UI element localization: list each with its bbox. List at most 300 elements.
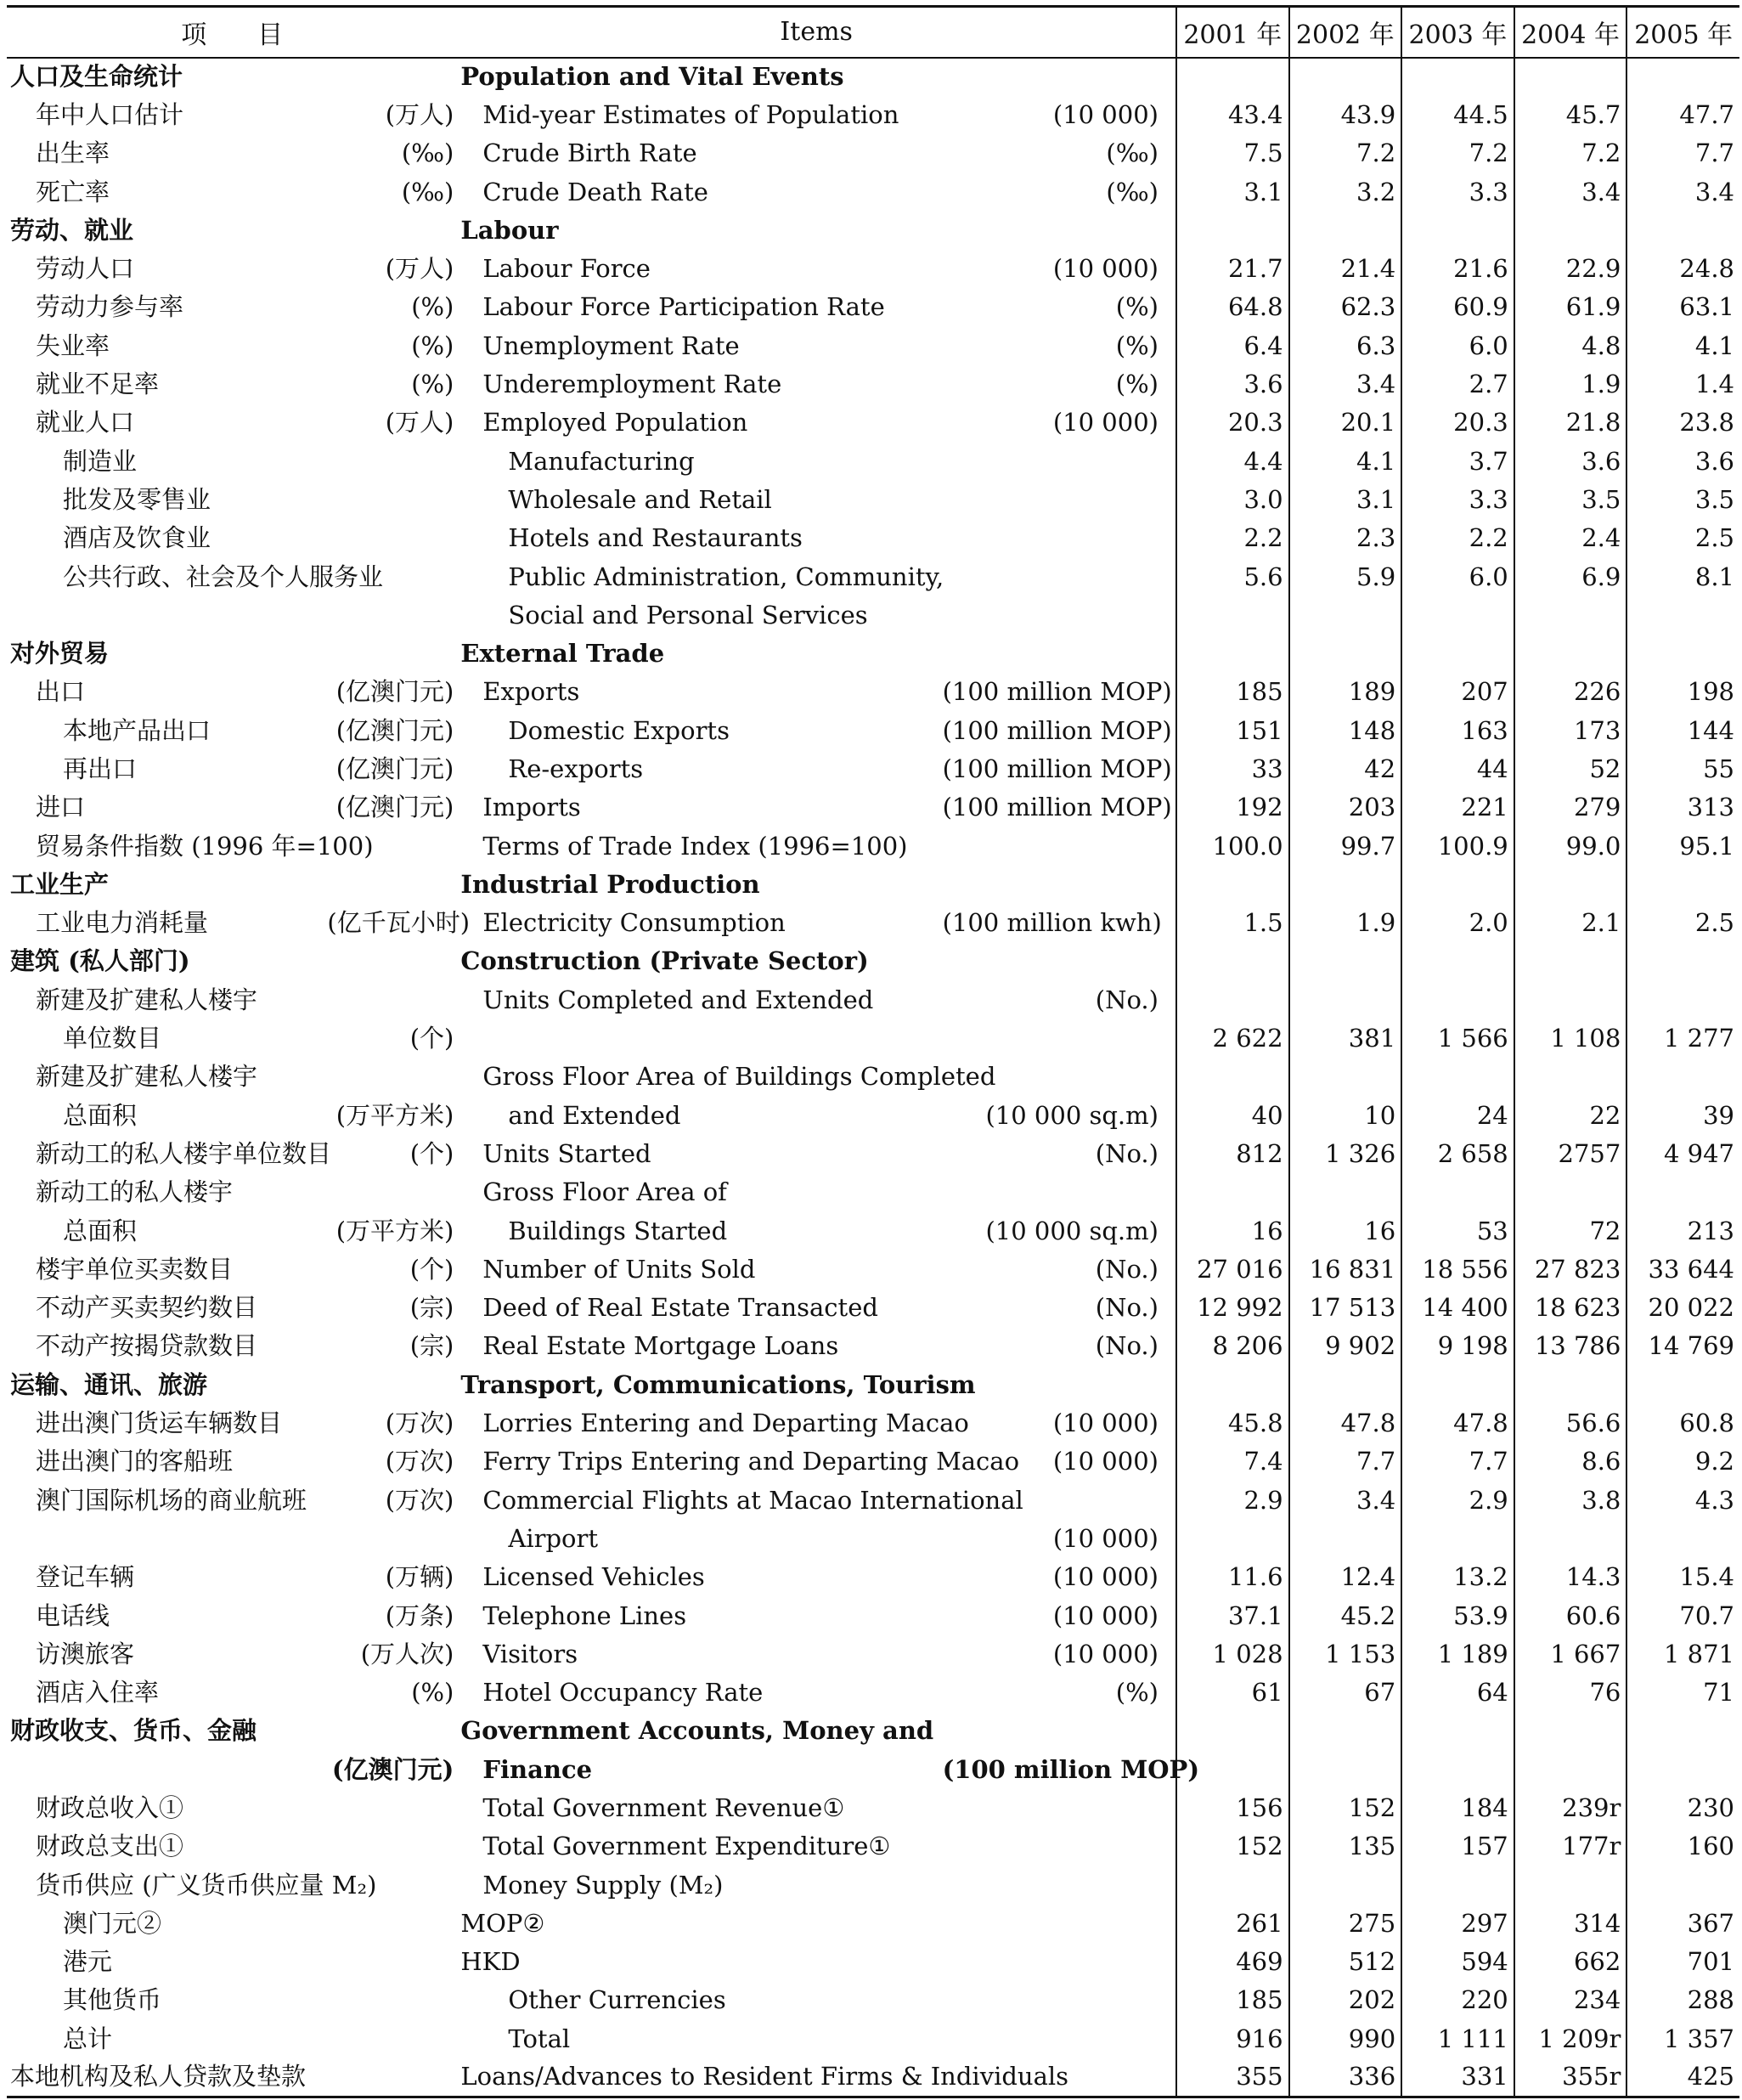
value-cell: 355r — [1514, 2058, 1627, 2097]
item-cn: 总面积 — [63, 1100, 138, 1130]
value-cell — [1401, 1866, 1514, 1904]
table-row — [7, 1635, 1739, 1674]
value-cell: 23.8 — [1626, 404, 1739, 442]
item-cn: 新建及扩建私人楼宇 — [36, 1062, 258, 1092]
item-cn: 本地产品出口 — [63, 715, 211, 745]
table-row — [7, 96, 1739, 134]
value-cell — [1289, 1751, 1402, 1789]
item-en: Industrial Production — [460, 869, 760, 899]
value-cell: 13 786 — [1514, 1327, 1627, 1365]
unit-cn — [327, 1981, 457, 2019]
value-cell — [1514, 866, 1627, 904]
value-cell: 1 209r — [1514, 2020, 1627, 2058]
header-cn-items: 项 目 — [7, 7, 457, 58]
value-cell: 3.4 — [1289, 1481, 1402, 1519]
value-cell: 52 — [1514, 750, 1627, 788]
table-row — [7, 1481, 1739, 1519]
item-en: Hotels and Restaurants — [508, 523, 803, 553]
item-en: Wholesale and Retail — [508, 484, 772, 514]
table-row — [7, 596, 1739, 635]
value-cell: 67 — [1289, 1674, 1402, 1712]
item-en: Loans/Advances to Resident Firms & Individuals — [457, 2058, 942, 2097]
value-cell: 261 — [1176, 1905, 1289, 1943]
value-cell: 367 — [1626, 1905, 1739, 1943]
value-cell: 27 823 — [1514, 1250, 1627, 1289]
unit-cn: (万平方米) — [335, 1100, 454, 1130]
unit-cn: (万平方米) — [335, 1216, 454, 1245]
unit-en: (10 000) — [1052, 1447, 1159, 1476]
value-cell — [1514, 1866, 1627, 1904]
header-en-items: Items — [457, 7, 1176, 58]
value-cell: 425 — [1626, 2058, 1739, 2097]
value-cell — [1626, 981, 1739, 1019]
header-year: 2001 年 — [1176, 7, 1289, 58]
unit-en: (100 million MOP) — [942, 677, 1172, 707]
table-row — [7, 1404, 1739, 1442]
unit-cn: (亿澳门元) — [331, 1754, 454, 1784]
item-cn: 批发及零售业 — [63, 484, 211, 514]
value-cell: 18 623 — [1514, 1289, 1627, 1327]
table-row — [7, 1866, 1739, 1904]
table-row — [7, 1905, 1739, 1943]
item-en: Underemployment Rate — [482, 370, 782, 399]
value-cell: 1 357 — [1626, 2020, 1739, 2058]
value-cell — [1401, 212, 1514, 250]
value-cell: 27 016 — [1176, 1250, 1289, 1289]
item-en: Social and Personal Services — [508, 600, 868, 629]
value-cell — [1514, 58, 1627, 96]
item-cn: 访澳旅客 — [36, 1639, 135, 1668]
value-cell: 275 — [1289, 1905, 1402, 1943]
value-cell: 95.1 — [1626, 827, 1739, 865]
value-cell: 3.5 — [1514, 481, 1627, 519]
unit-cn: (‰) — [401, 138, 454, 168]
value-cell — [1401, 1712, 1514, 1750]
value-cell: 144 — [1626, 712, 1739, 750]
value-cell — [1514, 981, 1627, 1019]
item-cn: 不动产买卖契约数目 — [36, 1293, 258, 1323]
value-cell: 4 947 — [1626, 1135, 1739, 1173]
item-cn: 年中人口估计 — [36, 99, 184, 129]
item-cn: 进出澳门的客船班 — [36, 1447, 234, 1476]
item-cn: 不动产按揭贷款数目 — [36, 1331, 258, 1361]
header-year: 2005 年 — [1626, 7, 1739, 58]
value-cell: 21.8 — [1514, 404, 1627, 442]
unit-en: (‰) — [1106, 138, 1159, 168]
item-en: Labour — [460, 215, 559, 245]
item-cn: 楼宇单位买卖数目 — [36, 1254, 234, 1284]
value-cell — [1176, 58, 1289, 96]
unit-cn: (%) — [411, 330, 454, 360]
unit-cn — [327, 481, 457, 519]
value-cell — [1514, 942, 1627, 980]
table-row — [7, 519, 1739, 557]
unit-cn — [327, 1173, 457, 1211]
unit-en: (100 million MOP) — [942, 754, 1172, 783]
value-cell: 3.7 — [1401, 442, 1514, 480]
value-cell: 157 — [1401, 1827, 1514, 1866]
table-row — [7, 134, 1739, 172]
value-cell: 8 206 — [1176, 1327, 1289, 1365]
section-row — [7, 58, 1739, 96]
table-row — [7, 442, 1739, 480]
item-cn: 人口及生命统计 — [10, 62, 183, 92]
value-cell: 7.4 — [1176, 1442, 1289, 1481]
value-cell: 47.7 — [1626, 96, 1739, 134]
value-cell: 37.1 — [1176, 1596, 1289, 1634]
unit-en: (10 000) — [1052, 1600, 1159, 1630]
item-cn: 酒店入住率 — [36, 1678, 160, 1708]
table-row — [7, 404, 1739, 442]
value-cell — [1626, 635, 1739, 673]
value-cell: 220 — [1401, 1981, 1514, 2019]
table-row — [7, 1173, 1739, 1211]
value-cell: 24 — [1401, 1097, 1514, 1135]
table-row — [7, 1289, 1739, 1327]
value-cell: 6.9 — [1514, 557, 1627, 596]
value-cell: 7.7 — [1626, 134, 1739, 172]
unit-en — [943, 481, 1176, 519]
table-row — [7, 1019, 1739, 1058]
unit-cn — [327, 1943, 457, 1981]
table-row — [7, 981, 1739, 1019]
item-cn: 总面积 — [63, 1216, 138, 1245]
item-en: Unemployment Rate — [482, 330, 740, 360]
value-cell: 7.5 — [1176, 134, 1289, 172]
unit-cn — [327, 1366, 457, 1404]
value-cell: 4.1 — [1626, 327, 1739, 365]
unit-en: (10 000) — [1052, 99, 1159, 129]
unit-en — [943, 1173, 1176, 1211]
value-cell: 189 — [1289, 673, 1402, 711]
section-row — [7, 1712, 1739, 1750]
unit-cn: (万人) — [385, 254, 454, 284]
unit-en: (%) — [1115, 330, 1159, 360]
item-en: External Trade — [460, 639, 665, 669]
value-cell — [1176, 981, 1289, 1019]
item-cn: 建筑 (私人部门) — [10, 946, 190, 976]
value-cell: 3.4 — [1626, 172, 1739, 211]
unit-cn — [327, 2020, 457, 2058]
unit-en — [943, 442, 1176, 480]
value-cell: 60.8 — [1626, 1404, 1739, 1442]
unit-en — [943, 1789, 1176, 1827]
unit-cn — [327, 1827, 457, 1866]
value-cell: 1 871 — [1626, 1635, 1739, 1674]
item-en: Real Estate Mortgage Loans — [482, 1331, 839, 1361]
value-cell: 239r — [1514, 1789, 1627, 1827]
table-row — [7, 327, 1739, 365]
value-cell: 64.8 — [1176, 288, 1289, 326]
section-row — [7, 1366, 1739, 1404]
item-cn: 澳门元② — [63, 1908, 162, 1938]
table-row — [7, 481, 1739, 519]
value-cell: 47.8 — [1289, 1404, 1402, 1442]
item-en: Labour Force Participation Rate — [482, 292, 885, 322]
table-row — [7, 1981, 1739, 2019]
item-en: Hotel Occupancy Rate — [482, 1678, 764, 1708]
value-cell: 3.3 — [1401, 481, 1514, 519]
value-cell: 43.4 — [1176, 96, 1289, 134]
value-cell: 7.2 — [1514, 134, 1627, 172]
value-cell: 2 658 — [1401, 1135, 1514, 1173]
item-cn: 进出澳门货运车辆数目 — [36, 1408, 283, 1438]
value-cell: 4.1 — [1289, 442, 1402, 480]
value-cell: 152 — [1176, 1827, 1289, 1866]
item-en: Visitors — [482, 1639, 578, 1668]
table-row — [7, 172, 1739, 211]
unit-en — [943, 1866, 1176, 1904]
value-cell: 61.9 — [1514, 288, 1627, 326]
item-cn: 运输、通讯、旅游 — [10, 1369, 208, 1399]
value-cell: 213 — [1626, 1211, 1739, 1250]
value-cell — [1401, 635, 1514, 673]
value-cell: 1 667 — [1514, 1635, 1627, 1674]
unit-en: (100 million MOP) — [942, 1754, 1200, 1784]
value-cell — [1401, 866, 1514, 904]
value-cell: 3.6 — [1626, 442, 1739, 480]
value-cell: 2757 — [1514, 1135, 1627, 1173]
value-cell — [1626, 596, 1739, 635]
value-cell: 53 — [1401, 1211, 1514, 1250]
item-en: Lorries Entering and Departing Macao — [482, 1408, 969, 1438]
value-cell: 288 — [1626, 1981, 1739, 2019]
item-cn: 财政总支出① — [36, 1832, 184, 1861]
value-cell: 12 992 — [1176, 1289, 1289, 1327]
value-cell: 100.0 — [1176, 827, 1289, 865]
unit-cn: (%) — [411, 292, 454, 322]
value-cell: 4.4 — [1176, 442, 1289, 480]
unit-en: (No.) — [1095, 1138, 1159, 1168]
unit-cn — [327, 1712, 457, 1750]
item-cn: 澳门国际机场的商业航班 — [36, 1485, 307, 1515]
value-cell: 916 — [1176, 2020, 1289, 2058]
item-en: Re-exports — [508, 754, 644, 783]
table-row — [7, 1827, 1739, 1866]
unit-cn — [327, 2058, 457, 2097]
value-cell — [1176, 1173, 1289, 1211]
value-cell — [1289, 981, 1402, 1019]
item-en: Labour Force — [482, 254, 651, 284]
value-cell — [1626, 866, 1739, 904]
value-cell — [1514, 1058, 1627, 1096]
value-cell: 6.0 — [1401, 557, 1514, 596]
item-en: Number of Units Sold — [482, 1254, 756, 1284]
value-cell — [1289, 58, 1402, 96]
unit-en: (10 000) — [1052, 254, 1159, 284]
item-cn: 就业不足率 — [36, 370, 160, 399]
value-cell — [1401, 1751, 1514, 1789]
unit-cn — [327, 442, 457, 480]
item-cn: 电话线 — [36, 1600, 110, 1630]
value-cell: 156 — [1176, 1789, 1289, 1827]
unit-en — [943, 827, 1176, 865]
unit-en: (10 000) — [1052, 408, 1159, 438]
value-cell: 45.2 — [1289, 1596, 1402, 1634]
unit-cn: (宗) — [409, 1331, 454, 1361]
value-cell: 5.6 — [1176, 557, 1289, 596]
value-cell — [1176, 942, 1289, 980]
value-cell — [1176, 1866, 1289, 1904]
item-en: Employed Population — [482, 408, 748, 438]
value-cell: 55 — [1626, 750, 1739, 788]
unit-cn — [327, 596, 457, 635]
table-row — [7, 788, 1739, 827]
item-cn: 新动工的私人楼宇单位数目 — [36, 1138, 332, 1168]
unit-cn: (%) — [411, 1678, 454, 1708]
value-cell: 314 — [1514, 1905, 1627, 1943]
value-cell — [1401, 1173, 1514, 1211]
unit-en: (10 000 sq.m) — [985, 1100, 1159, 1130]
value-cell: 40 — [1176, 1097, 1289, 1135]
value-cell: 297 — [1401, 1905, 1514, 1943]
table-row — [7, 1596, 1739, 1634]
item-en: Other Currencies — [508, 1985, 726, 2015]
value-cell: 7.2 — [1289, 134, 1402, 172]
value-cell: 469 — [1176, 1943, 1289, 1981]
value-cell: 184 — [1401, 1789, 1514, 1827]
value-cell: 44 — [1401, 750, 1514, 788]
value-cell: 16 — [1289, 1211, 1402, 1250]
value-cell: 7.2 — [1401, 134, 1514, 172]
value-cell: 279 — [1514, 788, 1627, 827]
value-cell — [1289, 1058, 1402, 1096]
value-cell: 3.3 — [1401, 172, 1514, 211]
value-cell: 3.1 — [1289, 481, 1402, 519]
table-row — [7, 750, 1739, 788]
value-cell: 2.9 — [1176, 1481, 1289, 1519]
value-cell: 20.1 — [1289, 404, 1402, 442]
value-cell — [1289, 1520, 1402, 1558]
unit-en — [943, 1905, 1176, 1943]
value-cell: 812 — [1176, 1135, 1289, 1173]
value-cell: 3.0 — [1176, 481, 1289, 519]
item-en: Telephone Lines — [482, 1600, 687, 1630]
table-row — [7, 1520, 1739, 1558]
value-cell — [1401, 58, 1514, 96]
value-cell: 16 831 — [1289, 1250, 1402, 1289]
unit-cn: (个) — [409, 1254, 454, 1284]
value-cell: 22.9 — [1514, 250, 1627, 288]
item-cn: 港元 — [63, 1947, 113, 1977]
unit-cn — [327, 942, 457, 980]
item-en: Gross Floor Area of Buildings Completed — [482, 1062, 996, 1092]
unit-en — [943, 1943, 1176, 1981]
value-cell: 60.6 — [1514, 1596, 1627, 1634]
value-cell: 44.5 — [1401, 96, 1514, 134]
value-cell — [1514, 1751, 1627, 1789]
unit-en — [943, 1019, 1176, 1058]
value-cell — [1176, 596, 1289, 635]
table-row — [7, 365, 1739, 404]
value-cell: 2.7 — [1401, 365, 1514, 404]
unit-en — [943, 866, 1176, 904]
value-cell — [1401, 1520, 1514, 1558]
value-cell: 20 022 — [1626, 1289, 1739, 1327]
unit-en: (%) — [1115, 1678, 1159, 1708]
item-en: Terms of Trade Index (1996=100) — [482, 831, 908, 861]
unit-en — [943, 557, 1176, 596]
unit-cn — [327, 866, 457, 904]
unit-en: (No.) — [1095, 1254, 1159, 1284]
unit-en: (%) — [1115, 292, 1159, 322]
unit-cn: (万次) — [385, 1447, 454, 1476]
value-cell — [1626, 1173, 1739, 1211]
unit-cn: (万人次) — [360, 1639, 454, 1668]
value-cell: 53.9 — [1401, 1596, 1514, 1634]
unit-en: (100 million MOP) — [942, 715, 1172, 745]
value-cell: 1 189 — [1401, 1635, 1514, 1674]
unit-cn: (万条) — [385, 1600, 454, 1630]
table-row — [7, 1250, 1739, 1289]
unit-cn: (‰) — [401, 177, 454, 206]
unit-en — [943, 1827, 1176, 1866]
value-cell: 594 — [1401, 1943, 1514, 1981]
value-cell — [1176, 1712, 1289, 1750]
value-cell: 5.9 — [1289, 557, 1402, 596]
item-en: Transport, Communications, Tourism — [460, 1369, 976, 1399]
unit-en: (10 000) — [1052, 1562, 1159, 1592]
item-en: Total Government Revenue① — [482, 1793, 845, 1822]
table-row — [7, 288, 1739, 326]
value-cell: 207 — [1401, 673, 1514, 711]
table-body — [7, 58, 1739, 2097]
item-en: and Extended — [508, 1100, 681, 1130]
item-en: Total Government Expenditure① — [482, 1832, 891, 1861]
item-cn: 本地机构及私人贷款及垫款 — [7, 2058, 327, 2097]
value-cell: 7.7 — [1401, 1442, 1514, 1481]
item-en: Commercial Flights at Macao International — [482, 1485, 1023, 1515]
item-cn: 财政收支、货币、金融 — [10, 1716, 257, 1746]
value-cell: 20.3 — [1176, 404, 1289, 442]
table-row — [7, 1442, 1739, 1481]
item-cn — [7, 596, 327, 635]
value-cell: 1 153 — [1289, 1635, 1402, 1674]
value-cell: 3.1 — [1176, 172, 1289, 211]
value-cell — [1176, 1058, 1289, 1096]
item-en: Domestic Exports — [508, 715, 730, 745]
value-cell: 12.4 — [1289, 1558, 1402, 1596]
unit-cn — [327, 519, 457, 557]
value-cell: 15.4 — [1626, 1558, 1739, 1596]
value-cell: 42 — [1289, 750, 1402, 788]
value-cell: 2 622 — [1176, 1019, 1289, 1058]
table-row — [7, 250, 1739, 288]
value-cell — [1289, 1712, 1402, 1750]
value-cell — [1626, 58, 1739, 96]
item-cn: 劳动、就业 — [10, 215, 134, 245]
value-cell: 39 — [1626, 1097, 1739, 1135]
value-cell: 163 — [1401, 712, 1514, 750]
unit-cn: (亿澳门元) — [335, 677, 454, 707]
value-cell: 20.3 — [1401, 404, 1514, 442]
value-cell: 33 — [1176, 750, 1289, 788]
section-row — [7, 212, 1739, 250]
item-en: HKD — [460, 1947, 521, 1977]
unit-en — [943, 58, 1176, 96]
item-en: Population and Vital Events — [460, 62, 844, 92]
unit-en — [943, 2020, 1176, 2058]
value-cell: 331 — [1401, 2058, 1514, 2097]
value-cell — [1289, 1173, 1402, 1211]
value-cell: 3.2 — [1289, 172, 1402, 211]
value-cell: 202 — [1289, 1981, 1402, 2019]
value-cell: 2.0 — [1401, 904, 1514, 942]
item-en: Manufacturing — [508, 446, 695, 476]
item-en: MOP② — [460, 1908, 545, 1938]
value-cell: 1.9 — [1514, 365, 1627, 404]
value-cell: 226 — [1514, 673, 1627, 711]
